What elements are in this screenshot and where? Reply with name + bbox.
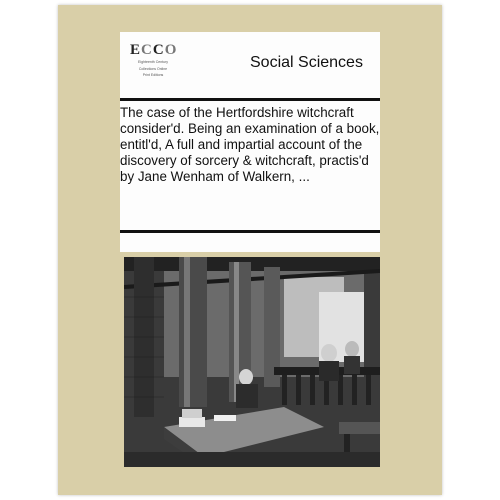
book-title: The case of the Hertfordshire witchcraft consider'd. Being an examination of a book, entitl'd, A full and impartial account of the discovery of sorcery & witchcraft, practis'd by Jane Wenham of Walkern, ... [120, 105, 380, 184]
engraving-illustration [124, 257, 380, 467]
logo-caption-1: Eighteenth Century [138, 60, 168, 64]
title-panel [120, 32, 380, 252]
top-rule [120, 98, 380, 101]
ecco-logo [130, 42, 176, 94]
engraving-svg [124, 257, 380, 467]
logo-caption-3: Print Editions [142, 73, 164, 77]
category-label: Social Sciences [250, 54, 363, 71]
bottom-rule [120, 230, 380, 233]
logo-mark: ECCO [130, 42, 178, 58]
book-cover [58, 5, 442, 495]
logo-caption-2: Collections Online [138, 66, 168, 71]
